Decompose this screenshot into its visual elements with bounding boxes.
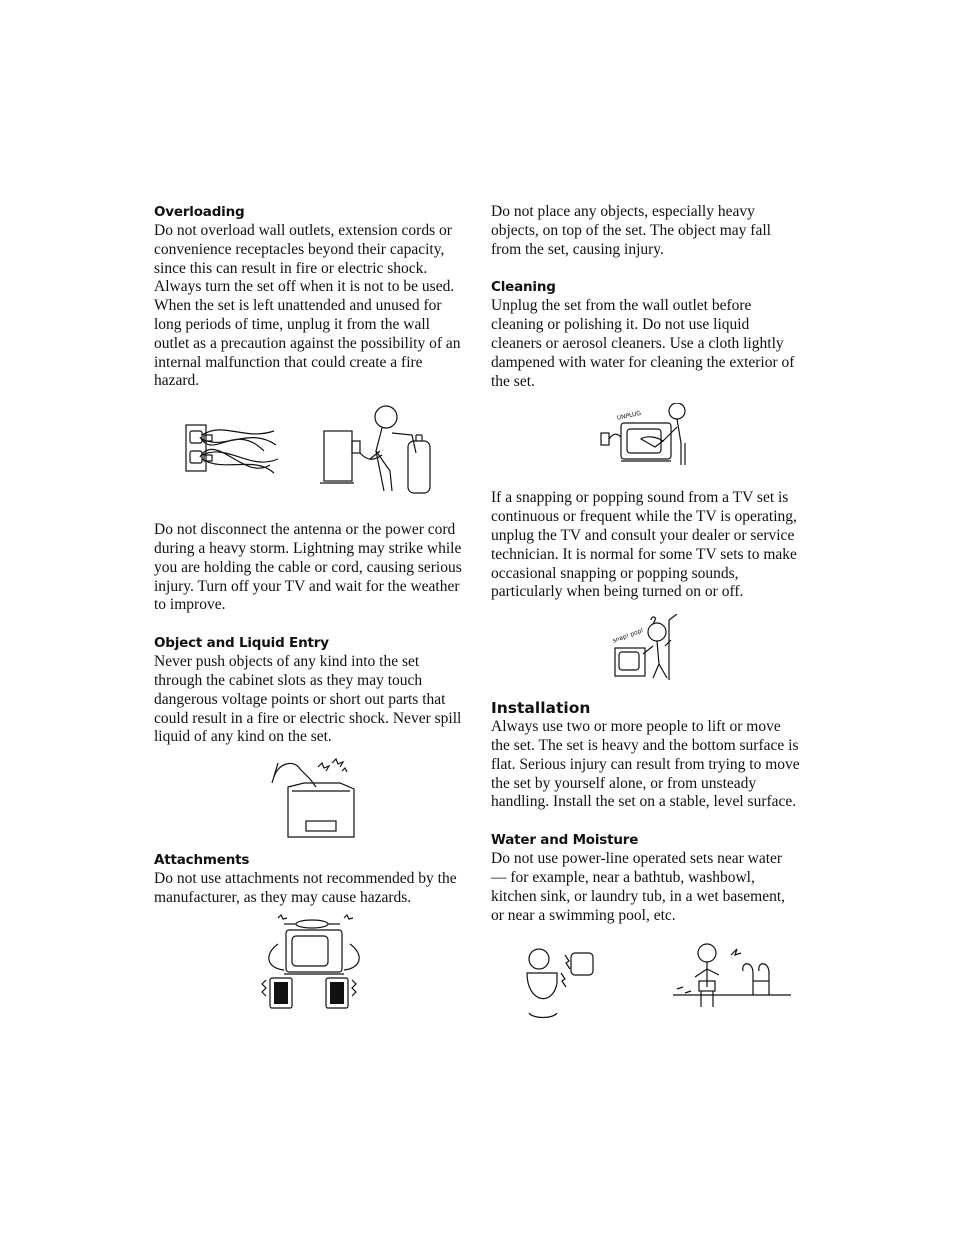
water-moisture-illustration xyxy=(491,943,801,1023)
section-heading-overloading: Overloading xyxy=(154,204,245,220)
paragraph-attachments: Do not use attachments not recommended by the manufacturer, as they may cause hazards. xyxy=(154,870,457,906)
left-column xyxy=(154,203,464,1018)
snapping-popping-illustration xyxy=(491,614,801,684)
section-heading-attachments: Attachments xyxy=(154,852,250,869)
right-column xyxy=(491,203,801,1023)
snap-pop-label: snap! pop! xyxy=(611,627,645,645)
attachments-illustration xyxy=(154,914,464,1018)
cleaning-unplug-illustration xyxy=(491,403,801,479)
section-heading-object-entry: Object and Liquid Entry xyxy=(154,635,329,652)
unplug-label: UNPLUG xyxy=(616,410,642,423)
section-heading-water: Water and Moisture xyxy=(491,832,639,849)
paragraph-cleaning: Unplug the set from the wall outlet before cleaning or polishing it. Do not use liquid cleaners or aerosol cleaners. Use a cloth lightly dampened with water for cleaning the exterior of the set. xyxy=(491,297,795,390)
paragraph-storm: Do not disconnect the antenna or the power cord during a heavy storm. Lightning may strike while you are holding the cable or cord, causing serious injury. Turn off your TV and wait for the weather to improve. xyxy=(154,521,462,614)
overloaded-outlet-illustration xyxy=(154,401,464,511)
section-heading-cleaning: Cleaning xyxy=(491,279,556,296)
paragraph-object-entry: Never push objects of any kind into the set through the cabinet slots as they may touch dangerous voltage points or short out parts that could result in a fire or electric shock. Never spill liquid of any kind on the set. xyxy=(154,653,462,746)
paragraph-water: Do not use power-line operated sets near water — for example, near a bathtub, washbowl, kitchen sink, or laundry tub, in a wet basement, or near a swimming pool, etc. xyxy=(491,850,786,924)
paragraph-snapping: If a snapping or popping sound from a TV set is continuous or frequent while the TV is operating, unplug the TV and consult your dealer or service technician. It is normal for some TV sets to make occasional snapping or popping sounds, particularly when being turned on or off. xyxy=(491,489,797,601)
object-entry-illustration xyxy=(154,757,464,845)
paragraph-installation: Always use two or more people to lift or move the set. The set is heavy and the bottom surface is flat. Serious injury can result from trying to move the set by yourself alone, or from unsteady handling. Install the set on a stable, level surface. xyxy=(491,718,800,811)
paragraph-overloading: Do not overload wall outlets, extension cords or convenience receptacles beyond their capacity, since this can result in fire or electric shock. Always turn the set off when it is not to be used. When the set is left unattended and unused for long periods of time, unplug it from the wall outlet as a precaution against the possibility of an internal malfunction that could create a fire hazard. xyxy=(154,222,461,390)
paragraph-heavy-objects: Do not place any objects, especially heavy objects, on top of the set. The object may fall from the set, causing injury. xyxy=(491,203,771,258)
section-heading-installation: Installation xyxy=(491,699,591,718)
